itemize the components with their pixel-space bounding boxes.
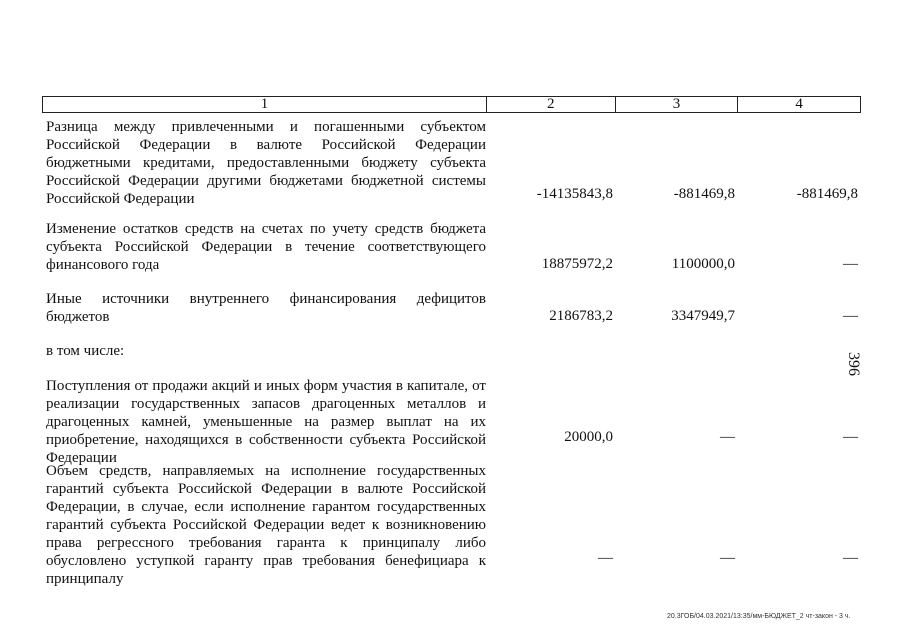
page-number: 396 — [845, 352, 862, 376]
row-1-col-4: -881469,8 — [796, 186, 858, 202]
row-2-col-3: 1100000,0 — [671, 256, 735, 272]
row-5-description: Поступления от продажи акций и иных форм участия в капитале, от реализации государственных запасов драгоценных металлов и драгоценных камней, уменьшенные на размер выплат на их приобретение, находящихся в собственности субъекта Российской Федерации — [46, 378, 486, 466]
row-5-col-2: 20000,0 — [564, 429, 613, 445]
row-6-description: Объем средств, направляемых на исполнение государственных гарантий субъекта Российской Федерации в валюте Российской Федерации, в случае, если исполнение гарантом государственных гарантий субъекта Российской Федерации ведет к возникновению права регрессного требования гаранта к принципалу либо обусловлено уступкой гаранту прав требования бенефициара к принципалу — [46, 463, 486, 587]
row-6-col-3: — — [720, 550, 735, 566]
header-col-4: 4 — [737, 97, 860, 112]
row-2-col-2: 18875972,2 — [541, 256, 613, 272]
row-3-col-2: 2186783,2 — [549, 308, 613, 324]
footer-stamp: 20.3ГОБ/04.03.2021/13:35/мм-БЮДЖЕТ_2 чт-закон - 3 ч. — [667, 613, 851, 620]
row-3-col-4: — — [843, 308, 858, 324]
row-4-description: в том числе: — [46, 343, 125, 359]
row-5-col-3: — — [720, 429, 735, 445]
row-1-description: Разница между привлеченными и погашенными субъектом Российской Федерации в валюте Российской Федерации бюджетными кредитами, предоставленными бюджету субъекта Российской Федерации другими бюджетами бюджетной системы Российской Федерации — [46, 119, 486, 207]
row-3-col-3: 3347949,7 — [671, 308, 735, 324]
header-col-3: 3 — [615, 97, 738, 112]
row-5-col-4: — — [843, 429, 858, 445]
row-2-description: Изменение остатков средств на счетах по учету средств бюджета субъекта Российской Федерации в течение соответствующего финансового года — [46, 221, 486, 273]
row-6-col-4: — — [843, 550, 858, 566]
header-col-1: 1 — [260, 96, 269, 112]
row-1-col-3: -881469,8 — [673, 186, 735, 202]
row-3-description: Иные источники внутреннего финансирования дефицитов бюджетов — [46, 291, 486, 325]
row-6-col-2: — — [598, 550, 613, 566]
row-1-col-2: -14135843,8 — [536, 186, 613, 202]
header-col-2: 2 — [486, 97, 615, 112]
row-2-col-4: — — [843, 256, 858, 272]
table-header-row — [42, 96, 861, 113]
